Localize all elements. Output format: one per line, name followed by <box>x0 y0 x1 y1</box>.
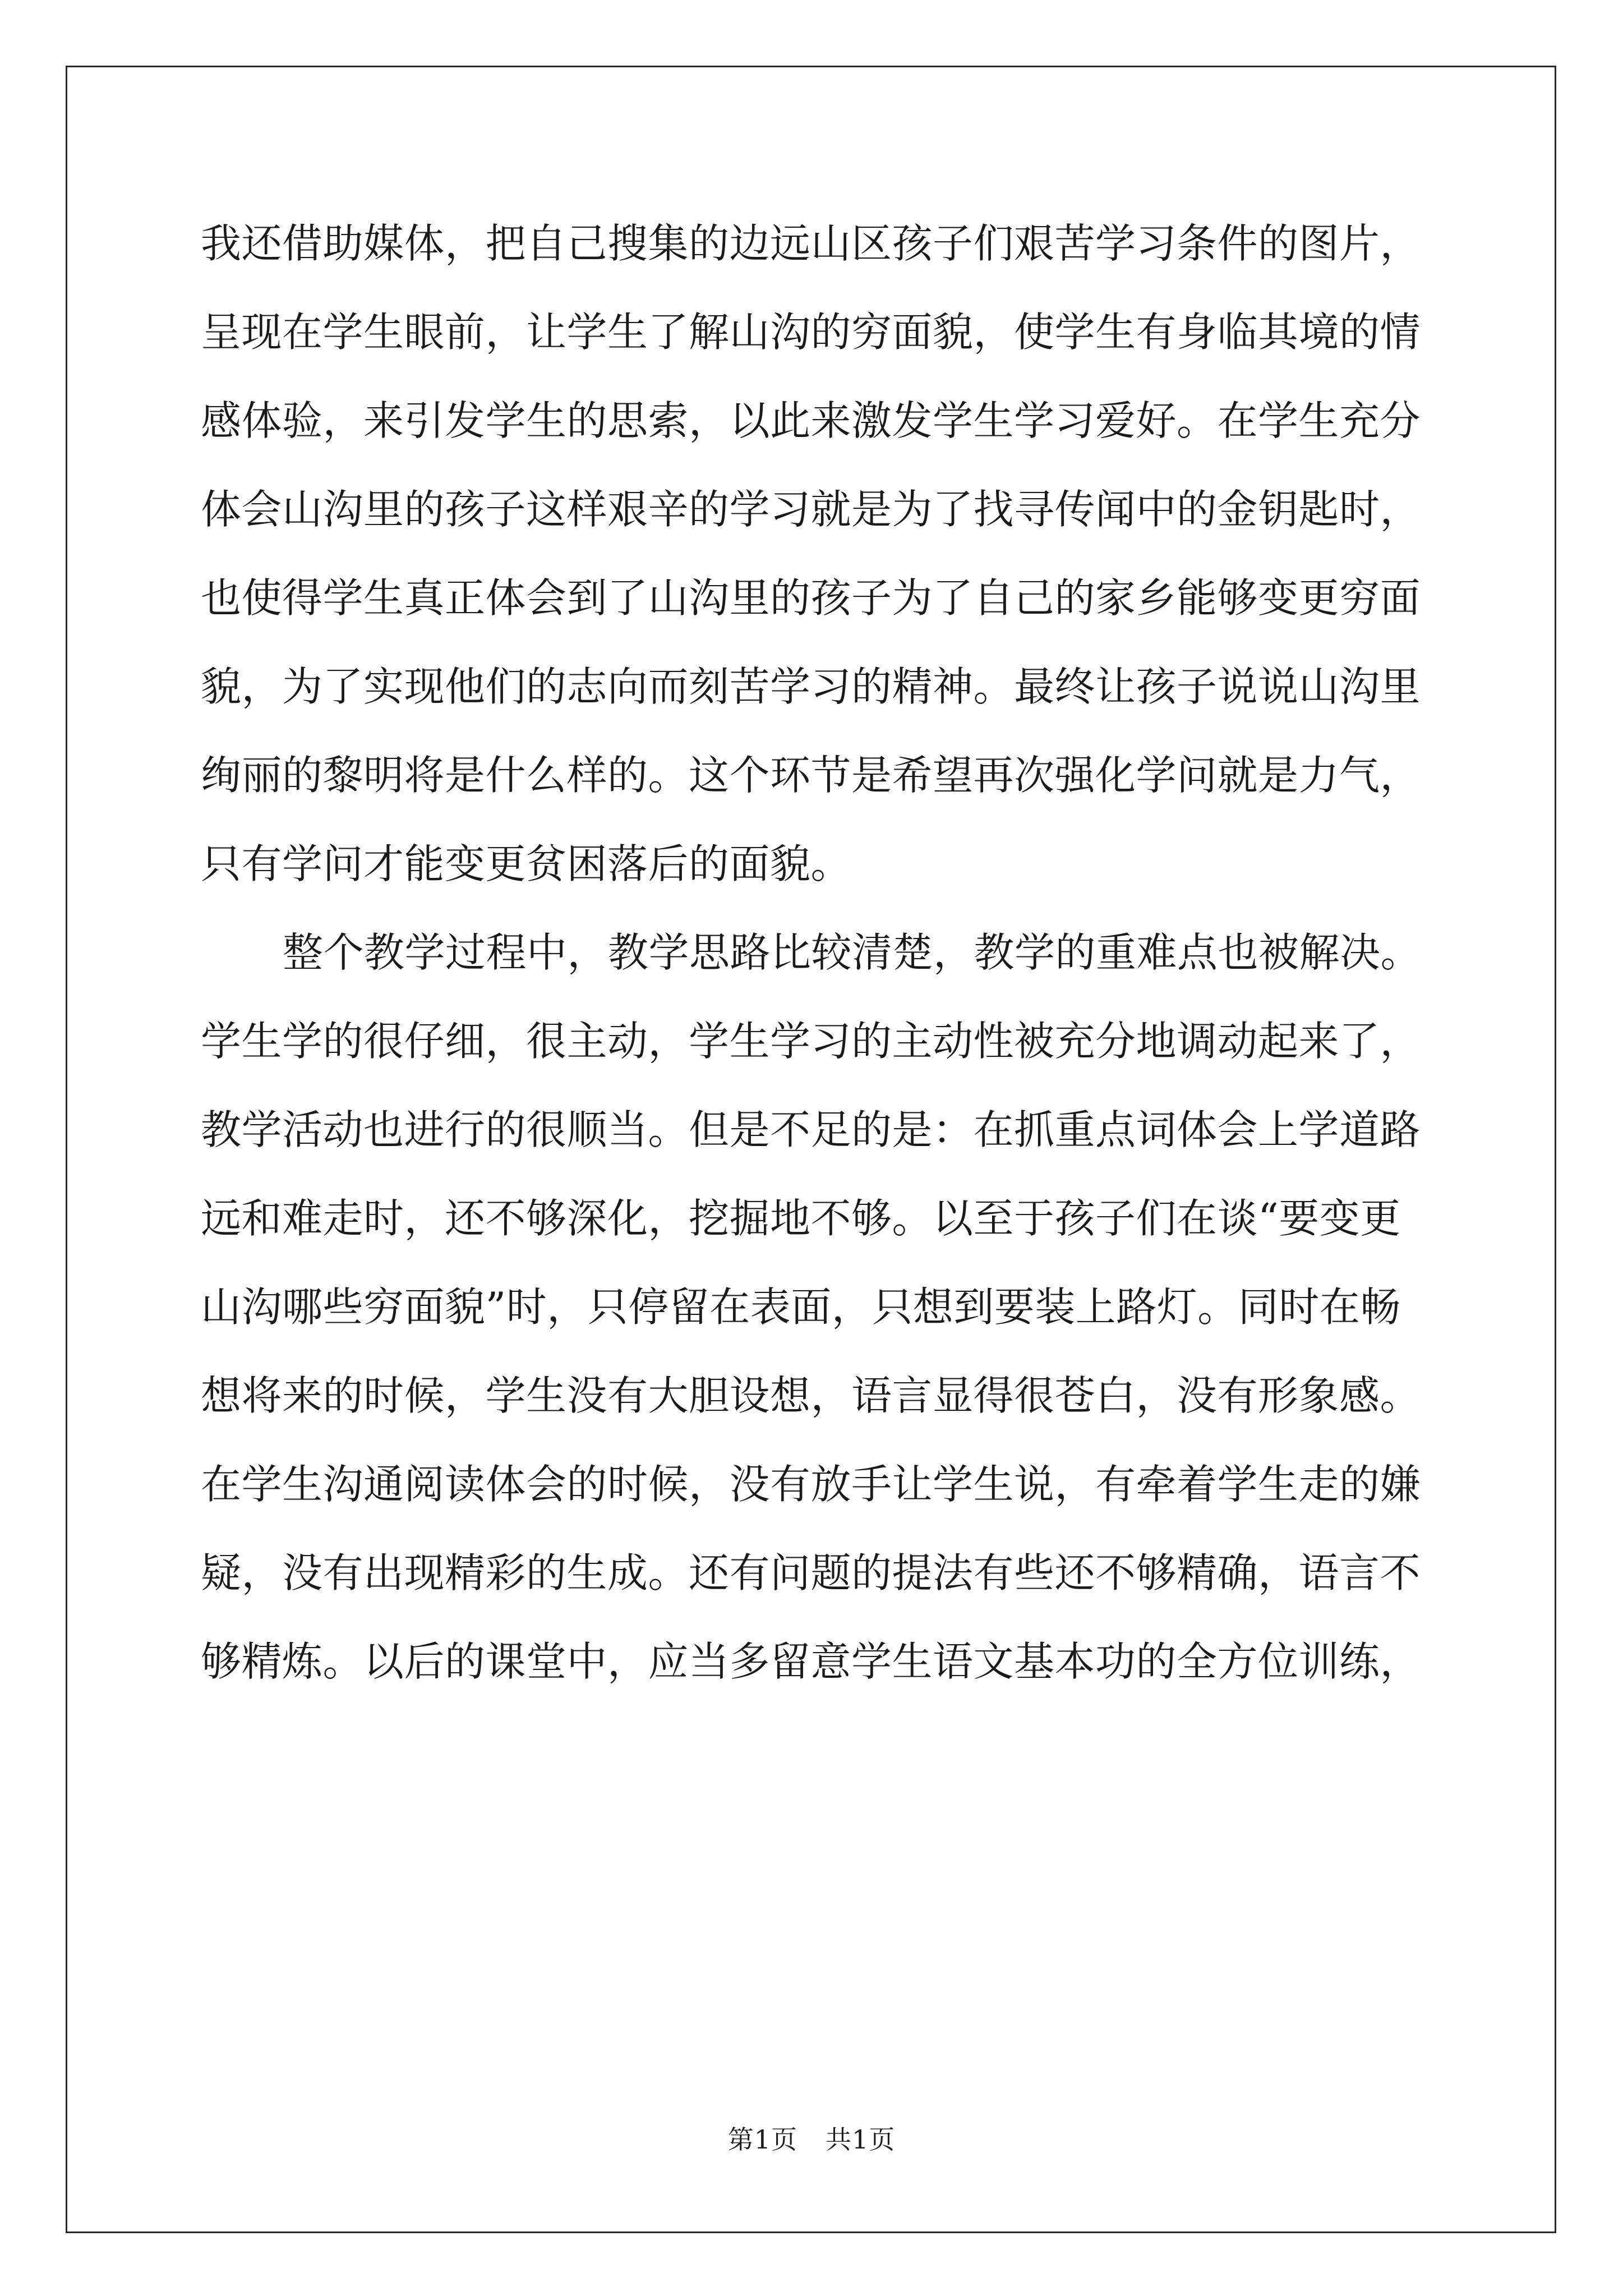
text-line-7: 绚丽的黎明将是什么样的。这个环节是希望再次强化学问就是力气， <box>201 752 1421 799</box>
text-line-12: 远和难走时，还不够深化，挖掘地不够。以至于孩子们在谈“要变更 <box>201 1195 1401 1242</box>
document-body <box>201 199 1423 1706</box>
text-line-2: 呈现在学生眼前，让学生了解山沟的穷面貌，使学生有身临其境的情 <box>201 309 1421 356</box>
text-line-14: 想将来的时候，学生没有大胆设想，语言显得很苍白，没有形象感。 <box>201 1372 1421 1419</box>
text-line-9: 整个教学过程中，教学思路比较清楚，教学的重难点也被解决。 <box>283 929 1422 976</box>
text-line-16: 疑，没有出现精彩的生成。还有问题的提法有些还不够精确，语言不 <box>201 1549 1421 1596</box>
text-line-13: 山沟哪些穷面貌”时，只停留在表面，只想到要装上路灯。同时在畅 <box>201 1283 1401 1331</box>
page-number: 第1页 <box>727 2124 797 2155</box>
text-line-8: 只有学问才能变更贫困落后的面貌。 <box>201 840 852 887</box>
text-line-5: 也使得学生真正体会到了山沟里的孩子为了自己的家乡能够变更穷面 <box>201 574 1421 622</box>
text-line-15: 在学生沟通阅读体会的时候，没有放手让学生说，有牵着学生走的嫌 <box>201 1461 1421 1508</box>
text-line-6: 貌，为了实现他们的志向而刻苦学习的精神。最终让孩子说说山沟里 <box>201 663 1421 710</box>
text-line-10: 学生学的很仔细，很主动，学生学习的主动性被充分地调动起来了， <box>201 1018 1421 1065</box>
page-footer <box>0 2119 1623 2156</box>
text-line-1: 我还借助媒体，把自己搜集的边远山区孩子们艰苦学习条件的图片， <box>201 220 1421 267</box>
text-line-11: 教学活动也进行的很顺当。但是不足的是：在抓重点词体会上学道路 <box>201 1106 1421 1153</box>
text-line-17: 够精炼。以后的课堂中，应当多留意学生语文基本功的全方位训练， <box>201 1638 1421 1685</box>
page-total: 共1页 <box>826 2124 896 2155</box>
text-line-4: 体会山沟里的孩子这样艰辛的学习就是为了找寻传闻中的金钥匙时， <box>201 486 1421 533</box>
text-line-3: 感体验，来引发学生的思索，以此来激发学生学习爱好。在学生充分 <box>201 397 1421 444</box>
